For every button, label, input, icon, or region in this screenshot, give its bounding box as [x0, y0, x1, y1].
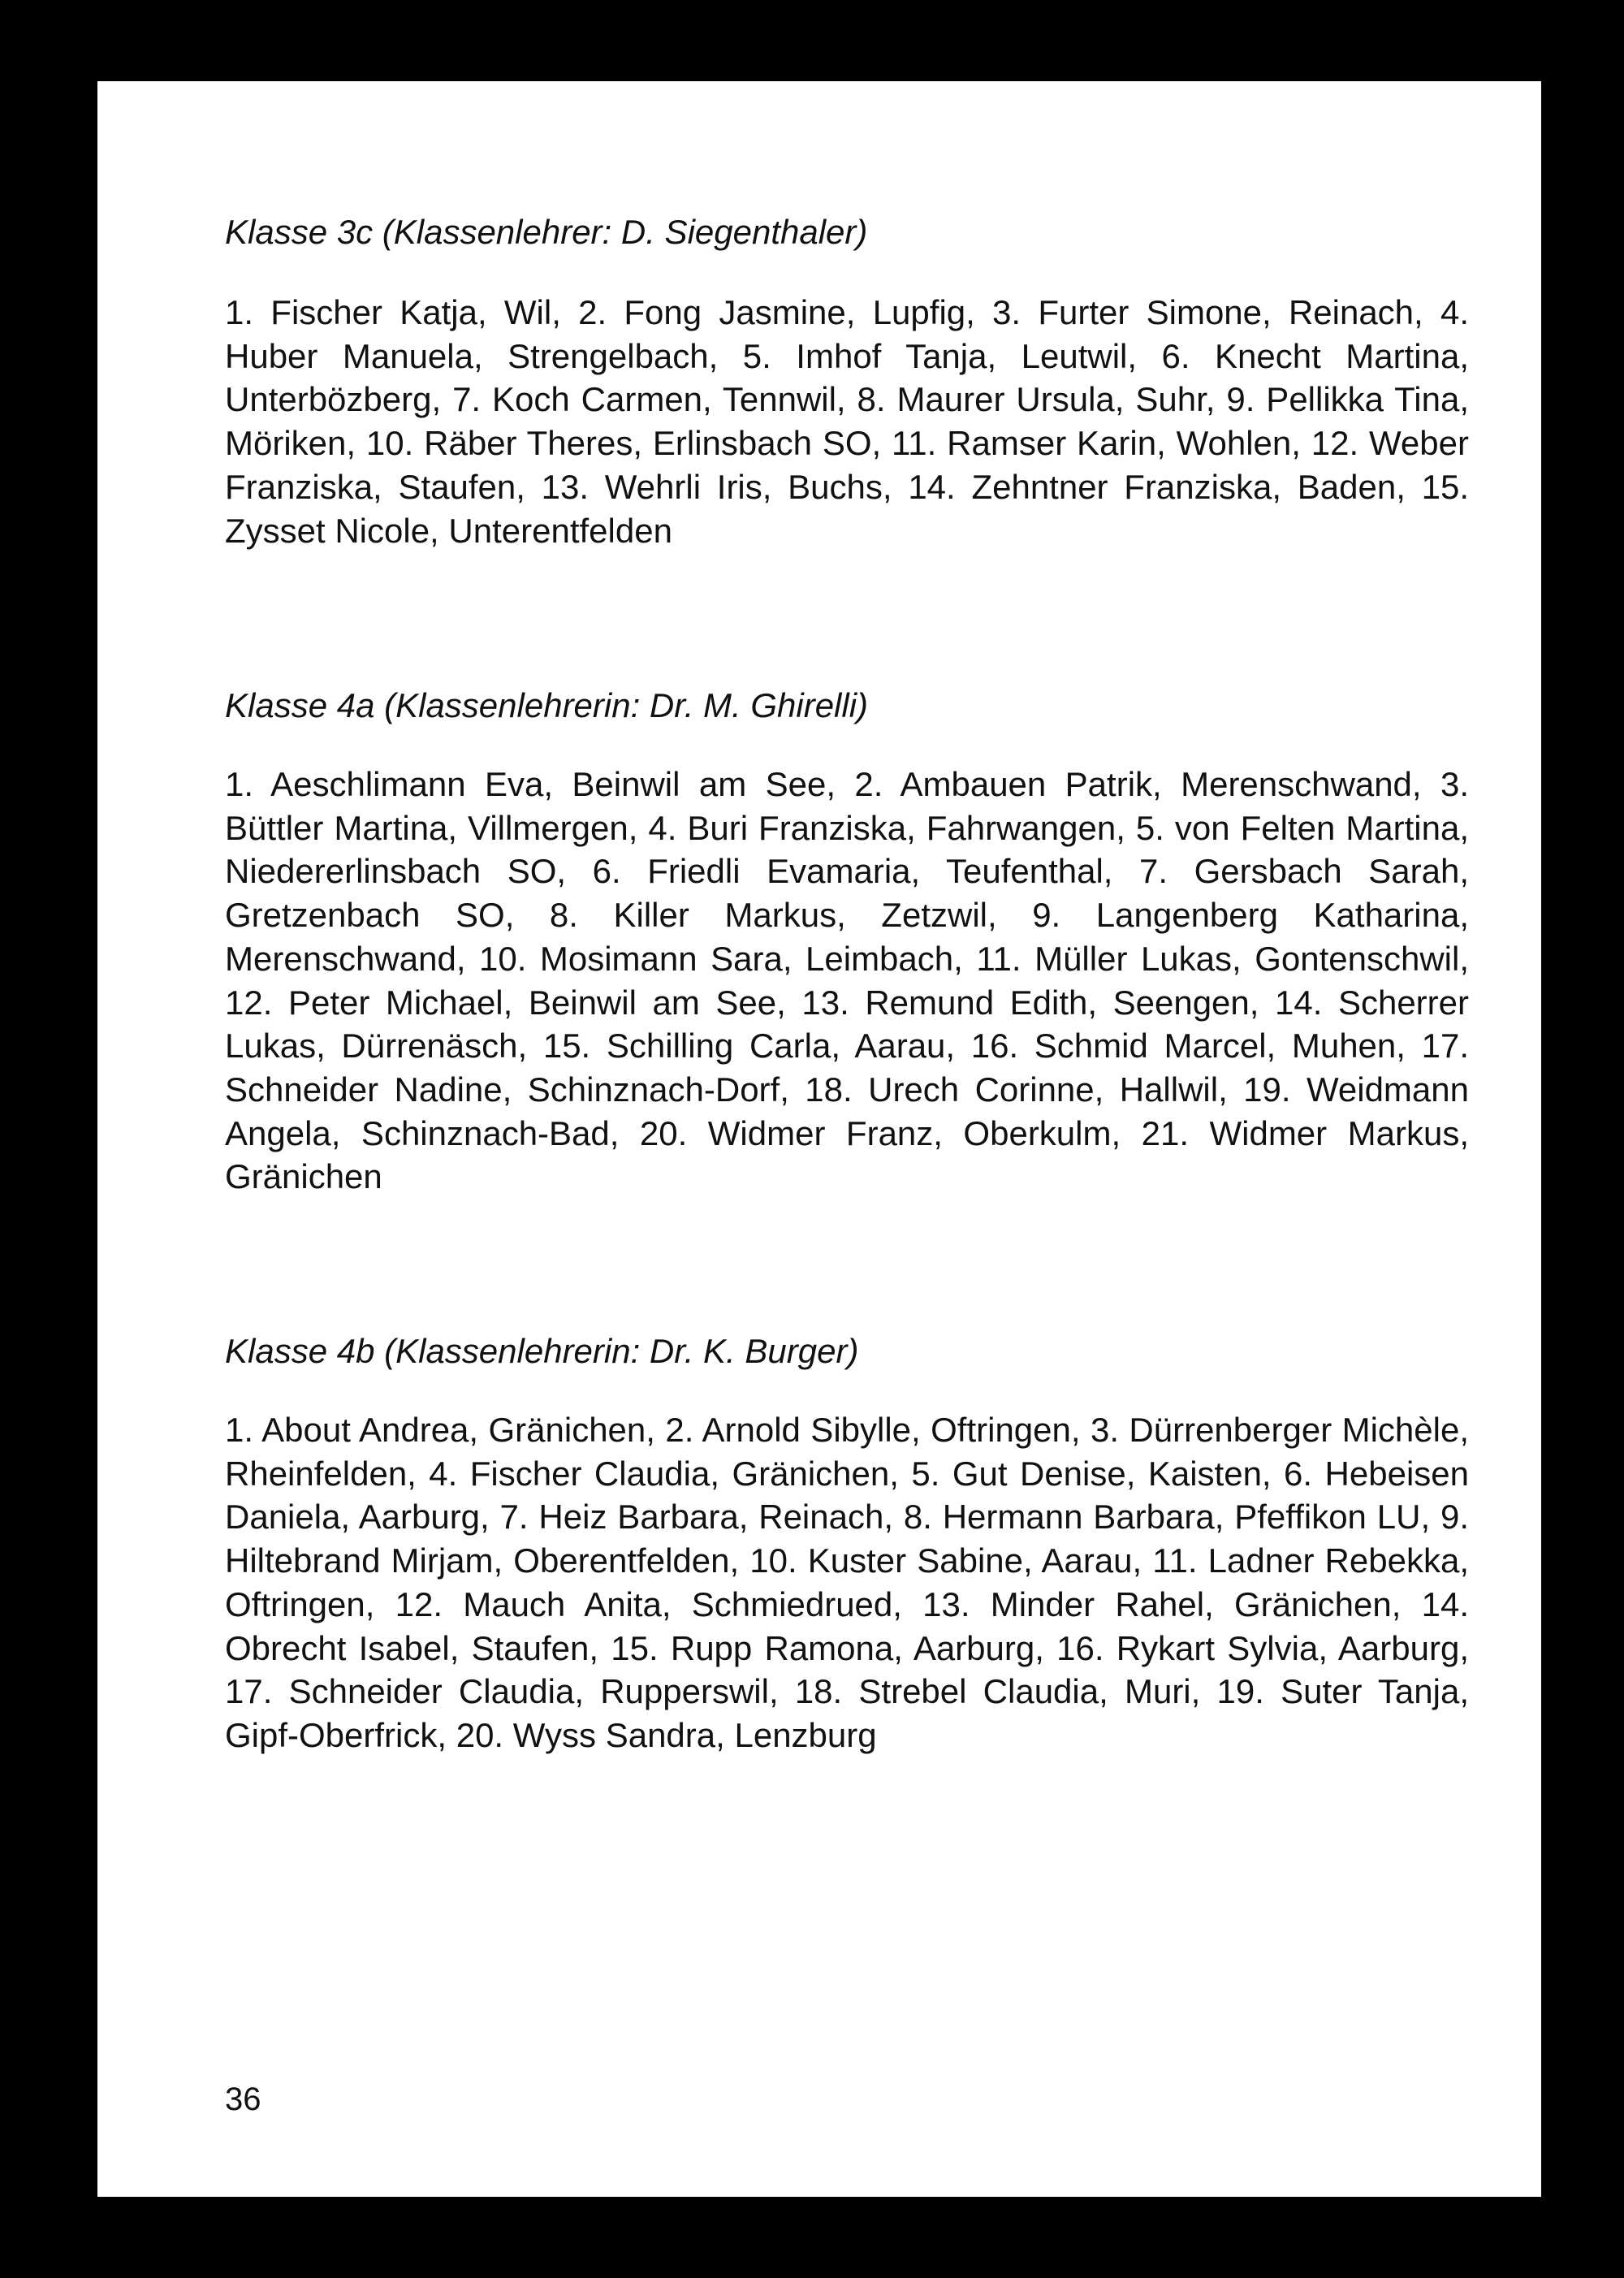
section-heading-klasse-3c: Klasse 3c (Klassenlehrer: D. Siegenthaler) [225, 213, 868, 251]
section-heading-klasse-4b: Klasse 4b (Klassenlehrerin: Dr. K. Burger) [225, 1332, 859, 1370]
section-student-list-klasse-3c: 1. Fischer Katja, Wil, 2. Fong Jasmine, Lupfig, 3. Furter Simone, Reinach, 4. Huber Manuela, Strengelbach, 5. Imhof Tanja, Leutwil, 6. Knecht Martina, Unterbözberg, 7. Koch Carmen, Tennwil, 8. Maurer Ursula, Suhr, 9. Pellikka Tina, Möriken, 10. Räber Theres, Erlinsbach SO, 11. Ramser Karin, Wohlen, 12. Weber Franziska, Staufen, 13. Wehrli Iris, Buchs, 14. Zehntner Franziska, Baden, 15. Zysset Nicole, Unterentfelden [225, 293, 1469, 550]
document-page [97, 81, 1541, 2197]
section-heading-klasse-4a: Klasse 4a (Klassenlehrerin: Dr. M. Ghirelli) [225, 686, 869, 724]
page-number: 36 [225, 2081, 261, 2117]
section-student-list-klasse-4b: 1. About Andrea, Gränichen, 2. Arnold Sibylle, Oftringen, 3. Dürrenberger Michèle, Rheinfelden, 4. Fischer Claudia, Gränichen, 5. Gut Denise, Kaisten, 6. Hebeisen Daniela, Aarburg, 7. Heiz Barbara, Reinach, 8. Hermann Barbara, Pfeffikon LU, 9. Hiltebrand Mirjam, Oberentfelden, 10. Kuster Sabine, Aarau, 11. Ladner Rebekka, Oftringen, 12. Mauch Anita, Schmiedrued, 13. Minder Rahel, Gränichen, 14. Obrecht Isabel, Staufen, 15. Rupp Ramona, Aarburg, 16. Rykart Sylvia, Aarburg, 17. Schneider Claudia, Rupperswil, 18. Strebel Claudia, Muri, 19. Suter Tanja, Gipf-Oberfrick, 20. Wyss Sandra, Lenzburg [225, 1411, 1469, 1754]
section-student-list-klasse-4a: 1. Aeschlimann Eva, Beinwil am See, 2. Ambauen Patrik, Merenschwand, 3. Büttler Martina, Villmergen, 4. Buri Franziska, Fahrwangen, 5. von Felten Martina, Niedererlinsbach SO, 6. Friedli Evamaria, Teufenthal, 7. Gersbach Sarah, Gretzenbach SO, 8. Killer Markus, Zetzwil, 9. Langenberg Katharina, Merenschwand, 10. Mosimann Sara, Leimbach, 11. Müller Lukas, Gontenschwil, 12. Peter Michael, Beinwil am See, 13. Remund Edith, Seengen, 14. Scherrer Lukas, Dürrenäsch, 15. Schilling Carla, Aarau, 16. Schmid Marcel, Muhen, 17. Schneider Nadine, Schinznach-Dorf, 18. Urech Corinne, Hallwil, 19. Weidmann Angela, Schinznach-Bad, 20. Widmer Franz, Oberkulm, 21. Widmer Markus, Gränichen [225, 765, 1469, 1196]
